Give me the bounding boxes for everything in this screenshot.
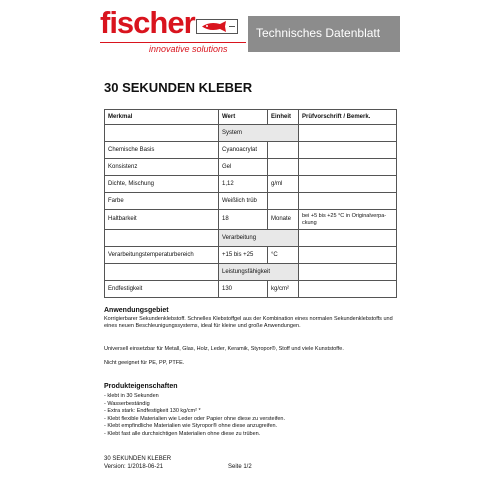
table-cell: Farbe	[105, 193, 219, 210]
list-item: - Wasserbeständig	[104, 400, 150, 407]
section-blank-cell	[299, 230, 397, 247]
table-cell: Konsistenz	[105, 159, 219, 176]
logo-tagline: innovative solutions	[149, 44, 228, 54]
section-blank-cell	[299, 264, 397, 281]
section-heading-application: Anwendungsgebiet	[104, 307, 169, 314]
table-cell	[268, 159, 299, 176]
section-row	[105, 125, 397, 142]
table-cell: Monate	[268, 210, 299, 230]
table-cell	[299, 193, 397, 210]
table-row	[105, 176, 397, 193]
document-title: 30 SEKUNDEN KLEBER	[104, 80, 253, 95]
table-cell: Cyanoacrylat	[219, 142, 268, 159]
table-cell: bei +5 bis +25 °C in Originalverpa-ckung	[299, 210, 397, 230]
table-cell	[268, 193, 299, 210]
section-blank-cell	[105, 125, 219, 142]
table-cell: Weißlich trüb	[219, 193, 268, 210]
table-cell	[299, 176, 397, 193]
table-cell	[299, 247, 397, 264]
list-item: - klebt in 30 Sekunden	[104, 393, 159, 399]
column-header: Wert	[219, 110, 268, 125]
logo-divider	[100, 42, 246, 43]
table-row	[105, 281, 397, 298]
table-cell: 130	[219, 281, 268, 298]
table-cell	[299, 142, 397, 159]
table-cell: Verarbeitungstemperaturbereich	[105, 247, 219, 264]
table-cell	[299, 281, 397, 298]
section-blank-cell	[105, 264, 219, 281]
table-cell: Endfestigkeit	[105, 281, 219, 298]
table-cell: Gel	[219, 159, 268, 176]
section-row	[105, 230, 397, 247]
section-heading-properties: Produkteigenschaften	[104, 383, 178, 390]
section-row	[105, 264, 397, 281]
table-cell: Haltbarkeit	[105, 210, 219, 230]
table-cell: 1,12	[219, 176, 268, 193]
application-paragraph: Korrigierbarer Sekundenklebstoff. Schnelles Klebstoffgel aus der Kombination eines normalen Sekundenklebstoffs und eines neuen Beschleunigungssystems, ideal für kleine und große Anwendungen.	[104, 316, 393, 329]
footer-version: Version: 1/2018-06-21	[104, 464, 164, 470]
section-label: Leistungsfähigkeit	[219, 264, 299, 281]
section-label: Verarbeitung	[219, 230, 299, 247]
application-paragraph: Universell einsetzbar für Metall, Glas, Holz, Leder, Keramik, Styropor®, Stoff und viele Kunststoffe.	[104, 346, 344, 352]
section-blank-cell	[105, 230, 219, 247]
fish-logo-icon	[196, 19, 238, 34]
table-row	[105, 247, 397, 264]
section-blank-cell	[299, 125, 397, 142]
table-cell: Dichte, Mischung	[105, 176, 219, 193]
table-cell: +15 bis +25	[219, 247, 268, 264]
list-item: - Extra stark: Endfestigkeit 130 kg/cm² *	[104, 408, 201, 414]
table-header-row	[105, 110, 397, 125]
column-header: Prüfvorschrift / Bemerk.	[299, 110, 397, 125]
properties-list	[104, 393, 404, 438]
table-row	[105, 142, 397, 159]
table-row	[105, 193, 397, 210]
column-header: Einheit	[268, 110, 299, 125]
table-cell: 18	[219, 210, 268, 230]
column-header: Merkmal	[105, 110, 219, 125]
application-paragraph: Nicht geeignet für PE, PP, PTFE.	[104, 360, 185, 366]
table-cell	[268, 142, 299, 159]
header-title: Technisches Datenblatt	[256, 26, 381, 40]
table-cell	[299, 159, 397, 176]
table-cell: g/ml	[268, 176, 299, 193]
spec-table	[104, 109, 397, 298]
table-row	[105, 159, 397, 176]
footer-product-name: 30 SEKUNDEN KLEBER	[104, 456, 172, 462]
footer-page-number: Seite 1/2	[228, 464, 252, 470]
section-label: System	[219, 125, 299, 142]
table-row	[105, 210, 397, 230]
list-item: - Klebt empfindliche Materialien wie Styropor® ohne diese anzugreifen.	[104, 423, 278, 429]
fischer-logo: fischer	[100, 5, 195, 40]
table-cell: kg/cm²	[268, 281, 299, 298]
table-cell: °C	[268, 247, 299, 264]
table-cell: Chemische Basis	[105, 142, 219, 159]
list-item: - Klebt fast alle durchsichtigen Materialien ohne diese zu trüben.	[104, 430, 261, 437]
list-item: - Klebt flexible Materialien wie Leder oder Papier ohne diese zu versteifen.	[104, 415, 285, 422]
